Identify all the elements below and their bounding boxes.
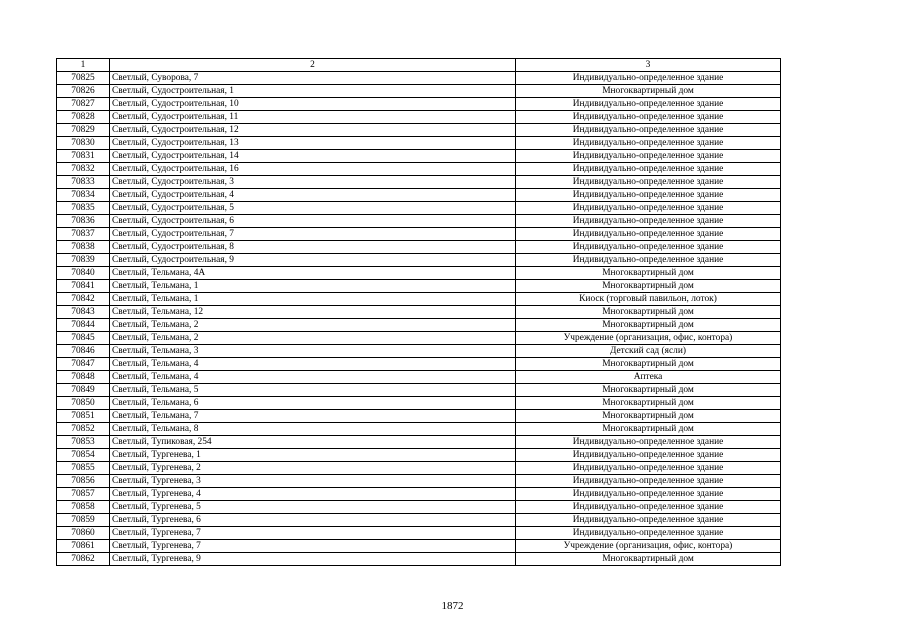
row-number: 70842 — [57, 293, 110, 306]
row-address: Светлый, Судостроительная, 4 — [110, 189, 516, 202]
row-number: 70850 — [57, 397, 110, 410]
row-address: Светлый, Тургенева, 6 — [110, 514, 516, 527]
table-row — [57, 358, 781, 371]
row-number: 70836 — [57, 215, 110, 228]
row-address: Светлый, Судостроительная, 6 — [110, 215, 516, 228]
table-row — [57, 410, 781, 423]
row-address: Светлый, Судостроительная, 5 — [110, 202, 516, 215]
table-row — [57, 345, 781, 358]
row-number: 70849 — [57, 384, 110, 397]
row-object-type: Индивидуально-определенное здание — [516, 501, 781, 514]
row-address: Светлый, Тельмана, 1 — [110, 280, 516, 293]
row-address: Светлый, Тельмана, 6 — [110, 397, 516, 410]
row-number: 70839 — [57, 254, 110, 267]
row-object-type: Многоквартирный дом — [516, 423, 781, 436]
row-object-type: Индивидуально-определенное здание — [516, 475, 781, 488]
row-address: Светлый, Судостроительная, 10 — [110, 98, 516, 111]
table-row — [57, 423, 781, 436]
row-object-type: Индивидуально-определенное здание — [516, 72, 781, 85]
row-object-type: Индивидуально-определенное здание — [516, 98, 781, 111]
row-address: Светлый, Тупиковая, 254 — [110, 436, 516, 449]
row-number: 70831 — [57, 150, 110, 163]
row-object-type: Индивидуально-определенное здание — [516, 163, 781, 176]
row-object-type: Индивидуально-определенное здание — [516, 449, 781, 462]
row-number: 70841 — [57, 280, 110, 293]
column-header-2: 2 — [110, 59, 516, 72]
table-row — [57, 176, 781, 189]
row-address: Светлый, Судостроительная, 8 — [110, 241, 516, 254]
table-row — [57, 527, 781, 540]
row-address: Светлый, Судостроительная, 1 — [110, 85, 516, 98]
row-address: Светлый, Тургенева, 2 — [110, 462, 516, 475]
row-object-type: Многоквартирный дом — [516, 319, 781, 332]
table-header-row — [57, 59, 781, 72]
row-number: 70846 — [57, 345, 110, 358]
row-object-type: Индивидуально-определенное здание — [516, 462, 781, 475]
row-address: Светлый, Тельмана, 1 — [110, 293, 516, 306]
row-object-type: Индивидуально-определенное здание — [516, 189, 781, 202]
row-object-type: Индивидуально-определенное здание — [516, 228, 781, 241]
table-row — [57, 163, 781, 176]
table-row — [57, 449, 781, 462]
table-row — [57, 306, 781, 319]
row-object-type: Многоквартирный дом — [516, 85, 781, 98]
row-object-type: Индивидуально-определенное здание — [516, 241, 781, 254]
table-row — [57, 111, 781, 124]
table-row — [57, 228, 781, 241]
row-object-type: Многоквартирный дом — [516, 397, 781, 410]
table-row — [57, 72, 781, 85]
row-number: 70825 — [57, 72, 110, 85]
row-object-type: Учреждение (организация, офис, контора) — [516, 332, 781, 345]
row-number: 70852 — [57, 423, 110, 436]
row-address: Светлый, Тургенева, 4 — [110, 488, 516, 501]
row-address: Светлый, Тельмана, 2 — [110, 319, 516, 332]
column-header-3: 3 — [516, 59, 781, 72]
table-row — [57, 540, 781, 553]
row-number: 70843 — [57, 306, 110, 319]
table-row — [57, 488, 781, 501]
row-number: 70837 — [57, 228, 110, 241]
row-object-type: Многоквартирный дом — [516, 553, 781, 566]
table-row — [57, 137, 781, 150]
row-object-type: Многоквартирный дом — [516, 267, 781, 280]
row-number: 70862 — [57, 553, 110, 566]
row-address: Светлый, Судостроительная, 3 — [110, 176, 516, 189]
row-object-type: Индивидуально-определенное здание — [516, 254, 781, 267]
row-address: Светлый, Судостроительная, 13 — [110, 137, 516, 150]
row-address: Светлый, Судостроительная, 16 — [110, 163, 516, 176]
row-object-type: Индивидуально-определенное здание — [516, 514, 781, 527]
row-object-type: Индивидуально-определенное здание — [516, 488, 781, 501]
table-row — [57, 215, 781, 228]
table-row — [57, 397, 781, 410]
row-number: 70858 — [57, 501, 110, 514]
row-number: 70833 — [57, 176, 110, 189]
row-number: 70859 — [57, 514, 110, 527]
row-object-type: Многоквартирный дом — [516, 384, 781, 397]
row-number: 70856 — [57, 475, 110, 488]
table-row — [57, 462, 781, 475]
row-address: Светлый, Тургенева, 7 — [110, 527, 516, 540]
row-address: Светлый, Тельмана, 5 — [110, 384, 516, 397]
row-number: 70847 — [57, 358, 110, 371]
table-row — [57, 332, 781, 345]
registry-table — [56, 58, 781, 566]
row-address: Светлый, Тургенева, 5 — [110, 501, 516, 514]
table-row — [57, 514, 781, 527]
row-address: Светлый, Тельмана, 4А — [110, 267, 516, 280]
row-number: 70861 — [57, 540, 110, 553]
row-address: Светлый, Тельмана, 2 — [110, 332, 516, 345]
table-row — [57, 150, 781, 163]
row-address: Светлый, Тургенева, 3 — [110, 475, 516, 488]
row-object-type: Учреждение (организация, офис, контора) — [516, 540, 781, 553]
row-object-type: Детский сад (ясли) — [516, 345, 781, 358]
table-row — [57, 280, 781, 293]
row-number: 70860 — [57, 527, 110, 540]
row-number: 70835 — [57, 202, 110, 215]
row-number: 70827 — [57, 98, 110, 111]
row-address: Светлый, Суворова, 7 — [110, 72, 516, 85]
row-address: Светлый, Тургенева, 9 — [110, 553, 516, 566]
row-object-type: Индивидуально-определенное здание — [516, 124, 781, 137]
row-number: 70826 — [57, 85, 110, 98]
row-address: Светлый, Тургенева, 1 — [110, 449, 516, 462]
table-row — [57, 384, 781, 397]
row-number: 70838 — [57, 241, 110, 254]
row-number: 70844 — [57, 319, 110, 332]
row-number: 70851 — [57, 410, 110, 423]
table-row — [57, 553, 781, 566]
row-object-type: Индивидуально-определенное здание — [516, 215, 781, 228]
row-address: Светлый, Тельмана, 7 — [110, 410, 516, 423]
row-object-type: Многоквартирный дом — [516, 410, 781, 423]
row-number: 70829 — [57, 124, 110, 137]
row-address: Светлый, Тельмана, 12 — [110, 306, 516, 319]
table-row — [57, 475, 781, 488]
row-address: Светлый, Тельмана, 4 — [110, 371, 516, 384]
table-row — [57, 202, 781, 215]
table-row — [57, 267, 781, 280]
row-address: Светлый, Тельмана, 8 — [110, 423, 516, 436]
column-header-1: 1 — [57, 59, 110, 72]
row-number: 70845 — [57, 332, 110, 345]
table-row — [57, 293, 781, 306]
row-object-type: Индивидуально-определенное здание — [516, 176, 781, 189]
table-row — [57, 98, 781, 111]
table-row — [57, 254, 781, 267]
row-object-type: Многоквартирный дом — [516, 358, 781, 371]
row-object-type: Аптека — [516, 371, 781, 384]
row-number: 70830 — [57, 137, 110, 150]
table-row — [57, 241, 781, 254]
table-row — [57, 436, 781, 449]
row-object-type: Киоск (торговый павильон, лоток) — [516, 293, 781, 306]
row-number: 70828 — [57, 111, 110, 124]
row-object-type: Многоквартирный дом — [516, 306, 781, 319]
table-row — [57, 189, 781, 202]
table-row — [57, 124, 781, 137]
row-object-type: Индивидуально-определенное здание — [516, 111, 781, 124]
row-object-type: Индивидуально-определенное здание — [516, 137, 781, 150]
row-number: 70853 — [57, 436, 110, 449]
table-row — [57, 319, 781, 332]
table-row — [57, 501, 781, 514]
row-number: 70857 — [57, 488, 110, 501]
row-number: 70854 — [57, 449, 110, 462]
row-number: 70834 — [57, 189, 110, 202]
row-object-type: Индивидуально-определенное здание — [516, 202, 781, 215]
row-address: Светлый, Тельмана, 3 — [110, 345, 516, 358]
row-address: Светлый, Судостроительная, 11 — [110, 111, 516, 124]
row-object-type: Индивидуально-определенное здание — [516, 527, 781, 540]
row-number: 70848 — [57, 371, 110, 384]
row-address: Светлый, Судостроительная, 9 — [110, 254, 516, 267]
table-row — [57, 85, 781, 98]
row-address: Светлый, Тургенева, 7 — [110, 540, 516, 553]
row-object-type: Индивидуально-определенное здание — [516, 150, 781, 163]
registry-table-body — [57, 59, 781, 566]
row-address: Светлый, Судостроительная, 7 — [110, 228, 516, 241]
row-object-type: Многоквартирный дом — [516, 280, 781, 293]
row-object-type: Индивидуально-определенное здание — [516, 436, 781, 449]
row-address: Светлый, Тельмана, 4 — [110, 358, 516, 371]
row-address: Светлый, Судостроительная, 14 — [110, 150, 516, 163]
row-number: 70832 — [57, 163, 110, 176]
page-number: 1872 — [441, 600, 464, 612]
table-row — [57, 371, 781, 384]
row-number: 70840 — [57, 267, 110, 280]
row-address: Светлый, Судостроительная, 12 — [110, 124, 516, 137]
row-number: 70855 — [57, 462, 110, 475]
